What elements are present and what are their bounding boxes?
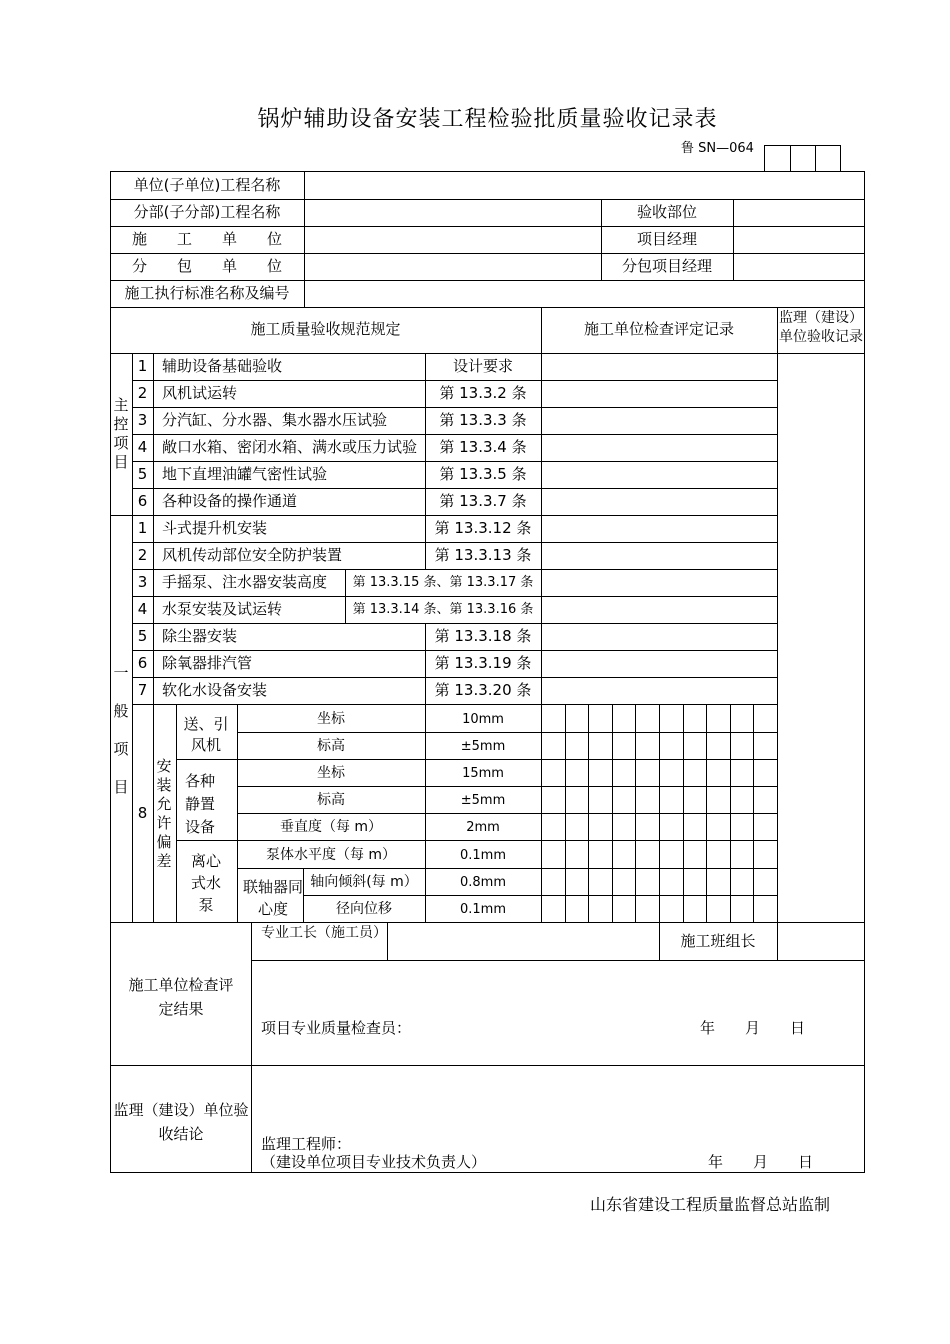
main-item-no: 2: [137, 384, 148, 402]
general-item-ref: 第 13.3.13 条: [434, 546, 532, 564]
tolerance-value: 0.8mm: [459, 875, 506, 890]
col-spec: 施工质量验收规范规定: [250, 320, 401, 338]
general-item-no: 5: [137, 627, 148, 645]
main-item-name: 地下直埋油罐气密性试验: [162, 465, 328, 483]
label-subcontract-unit: 分 包 单 位: [131, 257, 282, 275]
main-item-name: 敞口水箱、密闭水箱、满水或压力试验: [162, 438, 418, 456]
tolerance-item: 垂直度（每 m）: [279, 819, 383, 835]
main-item-name: 辅助设备基础验收: [162, 357, 283, 375]
tolerance-item: 轴向倾斜(每 m）: [310, 874, 418, 890]
form-code: 鲁 SN—064: [681, 141, 754, 156]
general-item-no: 1: [137, 519, 148, 537]
general-item-no: 6: [137, 654, 148, 672]
general-group-label: 一般项目: [113, 664, 129, 796]
construction-result-label: 施工单位检查评定结果: [128, 976, 234, 1018]
foreman-label: 专业工长（施工员）: [261, 925, 387, 941]
engineer-label: 监理工程师：: [261, 1135, 352, 1153]
main-group-label: 主控项目: [113, 396, 129, 471]
label-construction-unit: 施 工 单 位: [131, 230, 282, 248]
general-item-no: 2: [137, 546, 148, 564]
tolerance-value: ±5mm: [460, 739, 506, 754]
pump-label: 离心式水泵: [190, 852, 221, 914]
main-item-no: 1: [137, 357, 148, 375]
general-item-ref: 第 13.3.15 条、第 13.3.17 条: [352, 575, 534, 590]
general-item-ref: 第 13.3.18 条: [434, 627, 532, 645]
static-equipment-label: 各种静置设备: [184, 772, 215, 836]
code-boxes: [765, 146, 841, 172]
general-item-name: 斗式提升机安装: [162, 519, 268, 537]
tolerance-item: 标高: [317, 792, 345, 808]
label-sub-project: 分部(子分部)工程名称: [133, 203, 281, 221]
general-item-ref: 第 13.3.20 条: [434, 681, 532, 699]
fan-label: 送、引风机: [183, 715, 229, 754]
main-item-ref: 第 13.3.5 条: [439, 465, 527, 483]
general-item-ref: 第 13.3.12 条: [434, 519, 532, 537]
tolerance-item: 泵体水平度（每 m）: [265, 847, 397, 863]
general-item-no: 3: [137, 573, 148, 591]
label-standard: 施工执行标准名称及编号: [124, 284, 290, 302]
engineer-date: 年 月 日: [708, 1153, 814, 1171]
main-item-ref: 设计要求: [452, 357, 513, 375]
main-item-ref: 第 13.3.3 条: [439, 411, 527, 429]
general-item-ref: 第 13.3.14 条、第 13.3.16 条: [352, 602, 534, 617]
tolerance-item: 坐标: [317, 765, 345, 781]
tolerance-value: 10mm: [462, 712, 504, 727]
team-leader-label: 施工班组长: [680, 932, 756, 950]
tolerance-item: 标高: [317, 738, 345, 754]
col-supervision: 监理（建设）单位验收记录: [779, 310, 863, 345]
main-item-no: 3: [137, 411, 148, 429]
main-item-ref: 第 13.3.7 条: [439, 492, 527, 510]
main-item-name: 风机试运转: [162, 384, 238, 402]
coupling-label: 联轴器同心度: [243, 878, 304, 918]
supervision-conclusion-label: 监理（建设）单位验收结论: [113, 1101, 249, 1143]
tolerance-value: 0.1mm: [459, 902, 506, 917]
main-item-ref: 第 13.3.2 条: [439, 384, 527, 402]
general-item-name: 水泵安装及试运转: [162, 600, 283, 618]
tolerance-value: ±5mm: [460, 793, 506, 808]
tolerance-item-no: 8: [137, 804, 148, 822]
tolerance-label: 安装允许偏差: [156, 757, 172, 870]
general-item-no: 7: [137, 681, 148, 699]
main-item-ref: 第 13.3.4 条: [439, 438, 527, 456]
main-item-name: 各种设备的操作通道: [162, 492, 298, 510]
tolerance-value: 15mm: [462, 766, 504, 781]
main-item-no: 4: [137, 438, 148, 456]
tolerance-item: 径向位移: [336, 901, 392, 917]
general-item-name: 风机传动部位安全防护装置: [162, 546, 343, 564]
tolerance-value: 0.1mm: [459, 848, 506, 863]
general-item-name: 除尘器安装: [162, 627, 238, 645]
label-project-manager: 项目经理: [636, 230, 697, 248]
label-subcontract-manager: 分包项目经理: [621, 257, 712, 275]
general-item-name: 除氧器排汽管: [162, 654, 253, 672]
page-title: 锅炉辅助设备安装工程检验批质量验收记录表: [257, 107, 718, 132]
general-item-name: 手摇泵、注水器安装高度: [162, 573, 328, 591]
tolerance-item: 坐标: [317, 711, 345, 727]
label-acceptance-part: 验收部位: [636, 203, 697, 221]
inspector-date: 年 月 日: [700, 1019, 806, 1037]
main-item-no: 6: [137, 492, 148, 510]
footer-issuer: 山东省建设工程质量监督总站监制: [590, 1195, 831, 1214]
general-item-no: 4: [137, 600, 148, 618]
label-unit-project: 单位(子单位)工程名称: [133, 176, 281, 194]
general-item-name: 软化水设备安装: [162, 681, 268, 699]
general-item-ref: 第 13.3.19 条: [434, 654, 532, 672]
main-item-no: 5: [137, 465, 148, 483]
inspector-label: 项目专业质量检查员：: [261, 1019, 412, 1037]
col-record: 施工单位检查评定记录: [583, 320, 734, 338]
main-item-name: 分汽缸、分水器、集水器水压试验: [162, 411, 388, 429]
tolerance-value: 2mm: [466, 820, 500, 835]
owner-tech-label: （建设单位项目专业技术负责人）: [261, 1153, 487, 1171]
